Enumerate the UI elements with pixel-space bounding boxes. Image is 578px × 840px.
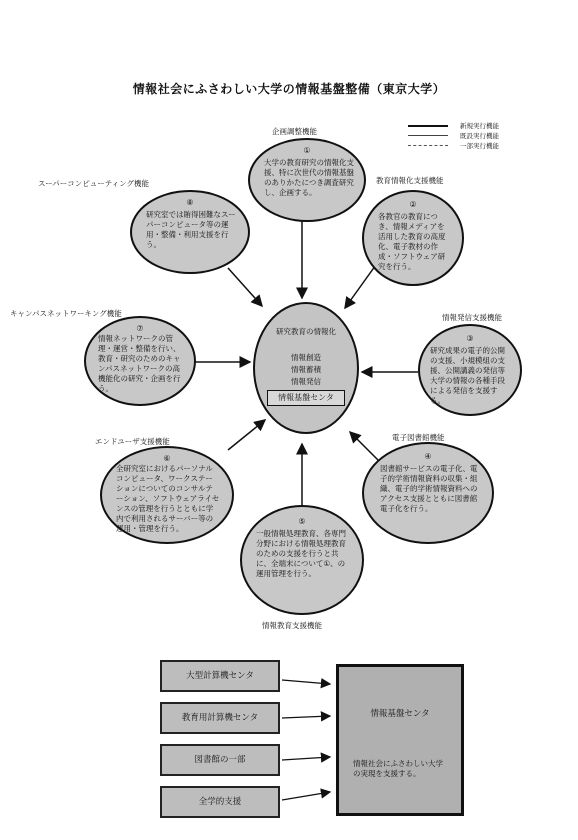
arrow-b4 (282, 792, 330, 800)
function-num-5: ⑤ (298, 517, 306, 526)
function-name-4: 電子図書館機能 (392, 433, 445, 442)
source-box-1: 大型計算機センタ (160, 660, 280, 692)
function-num-6: ⑥ (163, 454, 171, 463)
function-name-6: エンドユーザ支援機能 (95, 437, 170, 446)
center-circle (253, 302, 359, 434)
function-num-8: ⑧ (186, 198, 194, 207)
function-circle-7 (84, 316, 196, 406)
function-name-2: 教育情報化支援機能 (376, 176, 444, 185)
legend-label-new: 新規実行機能 (460, 122, 499, 130)
center-box-label: 情報基盤センタ (267, 390, 345, 406)
source-box-2: 教育用計算機センタ (160, 702, 280, 734)
source-box-3: 図書館の一部 (160, 744, 280, 776)
arrow-6 (228, 420, 265, 450)
center-heading: 研究教育の情報化 (276, 327, 336, 336)
function-circle-1 (248, 138, 366, 222)
function-num-2: ② (409, 200, 417, 209)
function-text-4: 図書館サービスの電子化、電子的学術情報資料の収集・組織、電子的学術情報資料へのアクセス支援とともに図書館電子化を行う。 (380, 464, 478, 513)
arrow-b3 (282, 757, 330, 760)
function-text-2: 各教官の教育につき、情報メディアを活用した教育の高度化、電子教材の作成・ソフトウェア研究を行う。 (378, 212, 446, 271)
function-name-1: 企画調整機能 (272, 127, 317, 136)
function-circle-5 (240, 505, 364, 615)
function-text-1: 大学の教育研究の情報化支援、特に次世代の情報基盤のありかたにつき調査研究し、企画する。 (264, 158, 354, 197)
function-text-8: 研究室では賄得困難なスーパーコンピュータ等の運用・整備・利用支援を行う。 (146, 210, 236, 249)
function-num-1: ① (303, 146, 311, 155)
center-item-3: 情報発信 (291, 377, 321, 386)
function-circle-2 (362, 190, 464, 286)
target-box-title: 情報基盤センタ (370, 709, 430, 719)
target-box (336, 664, 464, 816)
source-box-4: 全学的支援 (160, 786, 280, 818)
function-text-5: 一般情報処理教育、各専門分野における情報処理教育のための支援を行うと共に、全端末について①、の運用管理を行う。 (256, 529, 346, 578)
legend-label-partial: 一部実行機能 (460, 142, 499, 150)
function-text-7: 情報ネットワークの管理・運営・整備を行い、教育・研究のためのキャンパスネットワークの高機能化の研究・企画を行う。 (98, 334, 181, 393)
function-circle-4 (362, 442, 494, 544)
arrow-8 (228, 268, 262, 306)
center-item-2: 情報蓄積 (291, 365, 321, 374)
arrow-b1 (282, 680, 330, 684)
function-circle-8 (130, 190, 250, 274)
function-circle-6 (100, 446, 234, 544)
function-name-5: 情報教育支援機能 (262, 621, 322, 630)
function-name-7: キャンパスネットワーキング機能 (10, 309, 122, 318)
function-text-6: 全研究室におけるパーソナルコンピュータ、ワークステーションについてのコンサルテーション、ソフトウェアライセンスの管理を行うとともに学内で利用されるサーバー等の運用・管理を行う。 (116, 464, 220, 533)
legend-label-existing: 既設実行機能 (460, 132, 499, 140)
function-text-3: 研究成果の電子的公開の支援、小規模組の支援、公開講義の発信等大学の情報の各種手段による発信を支援する。 (430, 346, 505, 405)
function-num-4: ④ (424, 452, 432, 461)
page-title: 情報社会にふさわしい大学の情報基盤整備（東京大学） (132, 82, 446, 96)
function-name-3: 情報発信支援機能 (442, 313, 502, 322)
function-num-7: ⑦ (136, 324, 144, 333)
target-box-desc: 情報社会にふさわしい大学の実現を支援する。 (353, 759, 443, 778)
center-item-1: 情報創造 (291, 353, 321, 362)
function-name-8: スーパーコンピューティング機能 (38, 179, 149, 188)
arrow-b2 (282, 716, 330, 718)
function-circle-3 (418, 324, 522, 416)
function-num-3: ③ (466, 334, 474, 343)
